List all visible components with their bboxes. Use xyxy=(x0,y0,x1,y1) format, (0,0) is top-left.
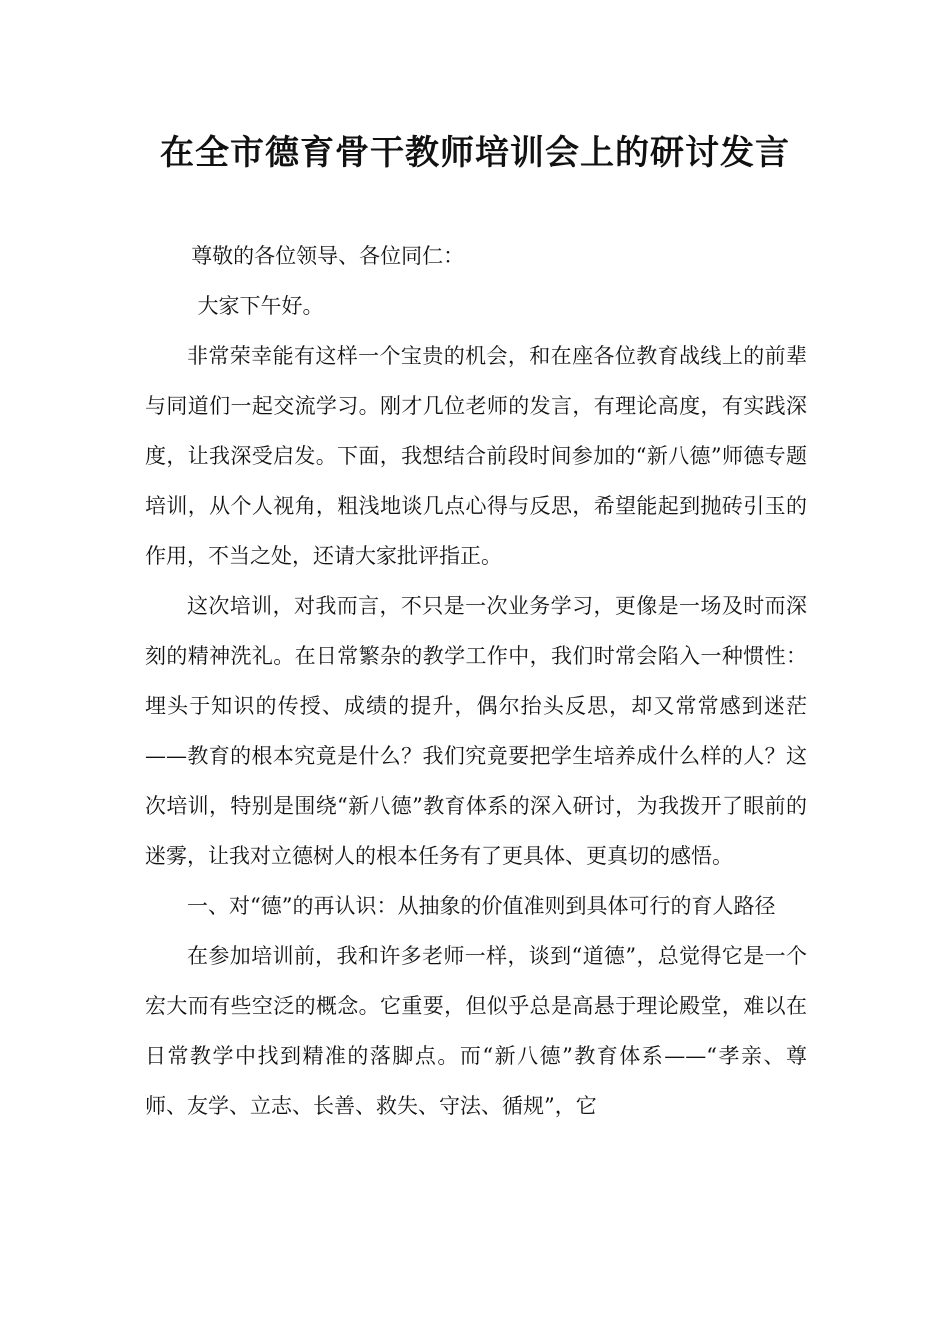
document-title: 在全市德育骨干教师培训会上的研讨发言 xyxy=(160,133,790,173)
salutation-paragraph: 尊敬的各位领导、各位同仁： xyxy=(191,244,465,268)
document-body xyxy=(145,231,807,1131)
greeting-paragraph: 大家下午好。 xyxy=(197,294,324,318)
section-heading-1: 一、对“德”的再认识：从抽象的价值准则到具体可行的育人路径 xyxy=(187,894,776,918)
intro-paragraph: 非常荣幸能有这样一个宝贵的机会，和在座各位教育战线上的前辈与同道们一起交流学习。刚才几位老师的发言，有理论高度，有实践深度，让我深受启发。下面，我想结合前段时间参加的“新八德”师德专题培训，从个人视角，粗浅地谈几点心得与反思，希望能起到抛砖引玉的作用，不当之处，还请大家批评指正。 xyxy=(145,344,807,568)
training-reflection-paragraph: 这次培训，对我而言，不只是一次业务学习，更像是一场及时而深刻的精神洗礼。在日常繁杂的教学工作中，我们时常会陷入一种惯性：埋头于知识的传授、成绩的提升，偶尔抬头反思，却又常常感到迷茫——教育的根本究竟是什么？我们究竟要把学生培养成什么样的人？这次培训，特别是围绕“新八德”教育体系的深入研讨，为我拨开了眼前的迷雾，让我对立德树人的根本任务有了更具体、更真切的感悟。 xyxy=(145,594,807,868)
section-1-paragraph: 在参加培训前，我和许多老师一样，谈到“道德”，总觉得它是一个宏大而有些空泛的概念。它重要，但似乎总是高悬于理论殿堂，难以在日常教学中找到精准的落脚点。而“新八德”教育体系——“孝亲、尊师、友学、立志、长善、救失、守法、循规”，它 xyxy=(145,944,807,1118)
